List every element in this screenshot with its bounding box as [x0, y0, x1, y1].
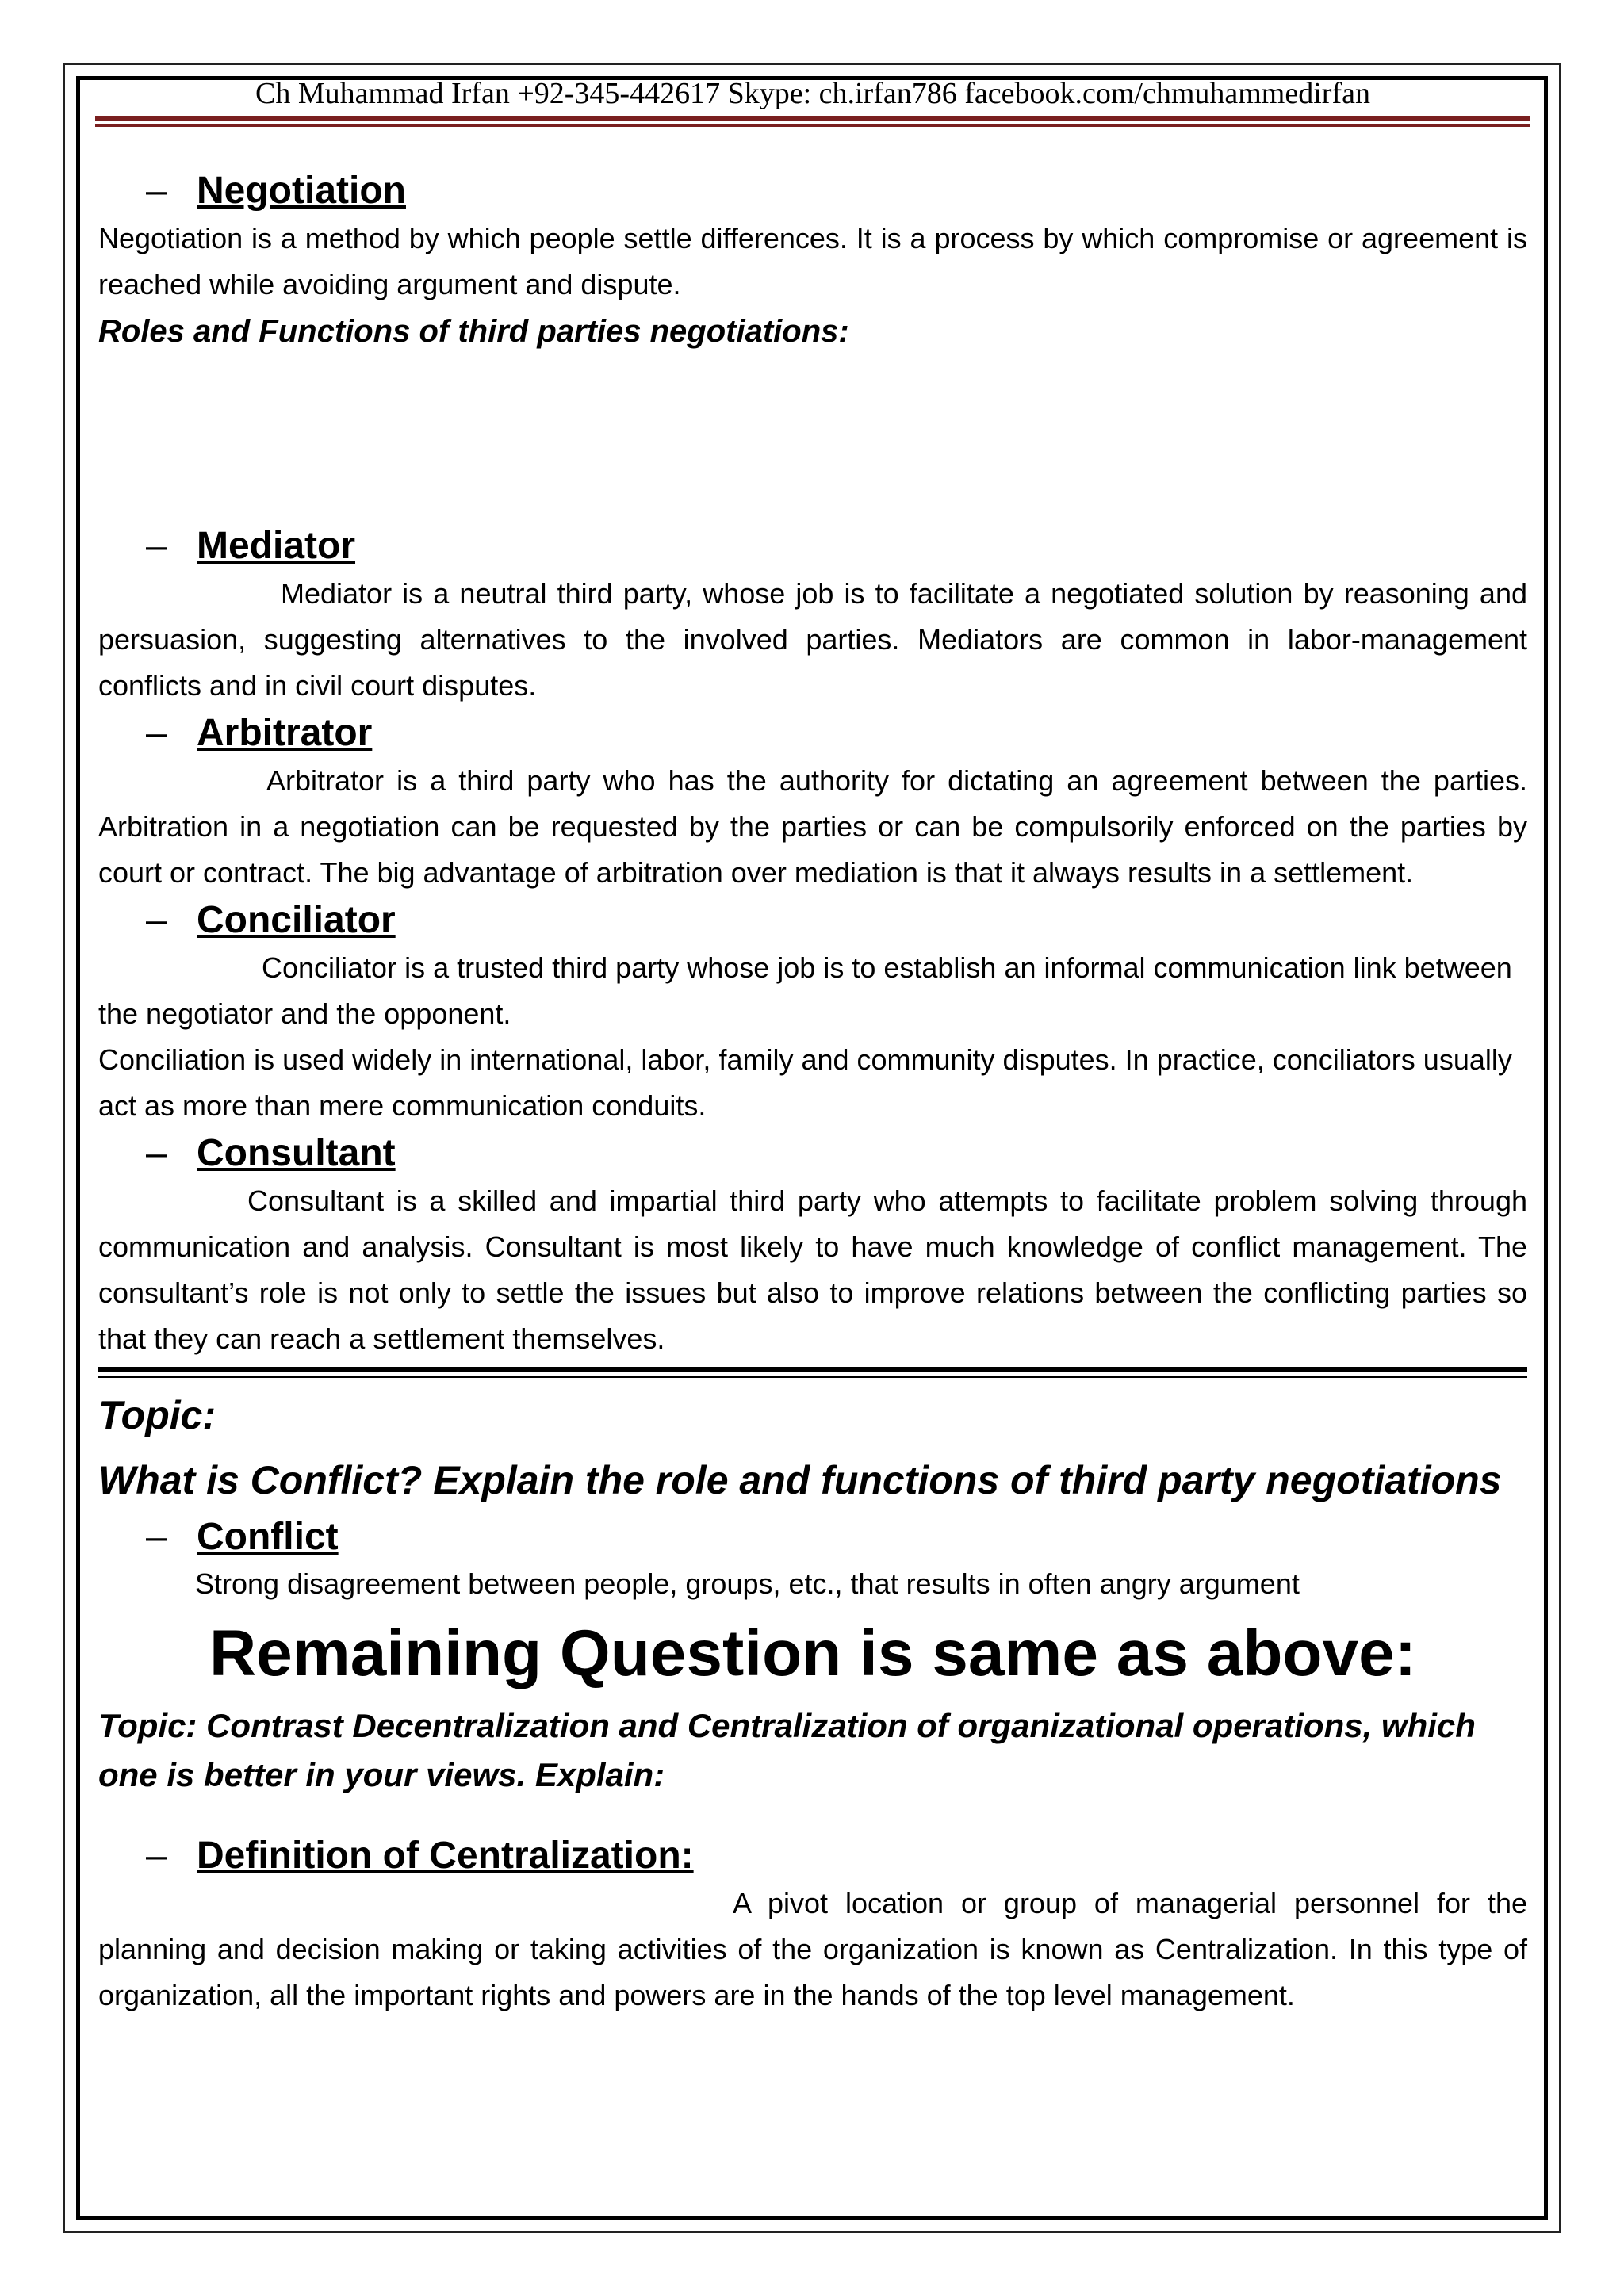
dash-bullet: – [146, 1835, 167, 1877]
heading-consultant-title: Consultant [197, 1132, 396, 1174]
heading-centralization-title: Definition of Centralization: [197, 1835, 694, 1877]
topic-question: What is Conflict? Explain the role and functions of third party negotiations [98, 1458, 1502, 1502]
conciliator-text: Conciliator is a trusted third party whose job is to establish an informal communication link between the negotiator and the opponent. [98, 951, 1512, 1030]
heading-conflict-title: Conflict [197, 1516, 339, 1558]
heading-negotiation [98, 166, 1527, 216]
conflict-definition: Strong disagreement between people, groups, etc., that results in often angry argument [195, 1567, 1300, 1600]
dash-bullet: – [146, 170, 167, 212]
dash-bullet: – [146, 1516, 167, 1558]
section-divider [98, 1367, 1527, 1378]
header-contact-line: Ch Muhammad Irfan +92-345-442617 Skype: ch.irfan786 facebook.com/chmuhammedirfan [255, 77, 1370, 110]
heading-consultant [98, 1129, 1527, 1178]
roles-heading: Roles and Functions of third parties negotiations: [98, 314, 849, 349]
mediator-text: Mediator is a neutral third party, whose job is to facilitate a negotiated solution by reasoning and persuasion, suggesting alternatives to the involved parties. Mediators are common in labor-management conflicts and in civil court disputes. [98, 577, 1527, 702]
arbitrator-text: Arbitrator is a third party who has the authority for dictating an agreement between the parties. Arbitration in a negotiation can be requested by the parties or can be compulsorily enforced on the parties by court or contract. The big advantage of arbitration over mediation is that it always results in a settlement. [98, 764, 1527, 889]
dash-bullet: – [146, 525, 167, 567]
header-rule-thick [95, 116, 1530, 121]
heading-conciliator-title: Conciliator [197, 899, 396, 941]
header-rule-thin [95, 124, 1530, 127]
centralization-definition-text: A pivot location or group of managerial personnel for the planning and decision making or taking activities of the organization is known as Centralization. In this type of organization, all the important rights and powers are in the hands of the top level management. [98, 1887, 1527, 2011]
heading-conflict [98, 1513, 1527, 1562]
blank-space [98, 355, 1527, 522]
document-body [98, 166, 1527, 2019]
topic-centralization-question: Topic: Contrast Decentralization and Centralization of organizational operations, which one is better in your views. Explain: [98, 1707, 1476, 1793]
dash-bullet: – [146, 899, 167, 941]
negotiation-text: Negotiation is a method by which people settle differences. It is a process by which compromise or agreement is reached while avoiding argument and dispute. [98, 222, 1527, 300]
heading-arbitrator [98, 709, 1527, 758]
heading-arbitrator-title: Arbitrator [197, 712, 373, 754]
heading-mediator [98, 522, 1527, 571]
consultant-text: Consultant is a skilled and impartial third party who attempts to facilitate problem solving through communication and analysis. Consultant is most likely to have much knowledge of conflict management. The consultant’s role is not only to settle the issues but also to improve relations between the conflicting parties so that they can reach a settlement themselves. [98, 1184, 1527, 1355]
dash-bullet: – [146, 712, 167, 754]
topic-label: Topic: [98, 1393, 216, 1437]
heading-centralization-definition [98, 1831, 1527, 1881]
dash-bullet: – [146, 1132, 167, 1174]
heading-negotiation-title: Negotiation [197, 170, 406, 212]
heading-conciliator [98, 896, 1527, 945]
conciliation-text: Conciliation is used widely in international, labor, family and community disputes. In practice, conciliators usually act as more than mere communication conduits. [98, 1043, 1512, 1122]
heading-mediator-title: Mediator [197, 525, 356, 567]
remaining-question-note: Remaining Question is same as above: [209, 1617, 1417, 1689]
